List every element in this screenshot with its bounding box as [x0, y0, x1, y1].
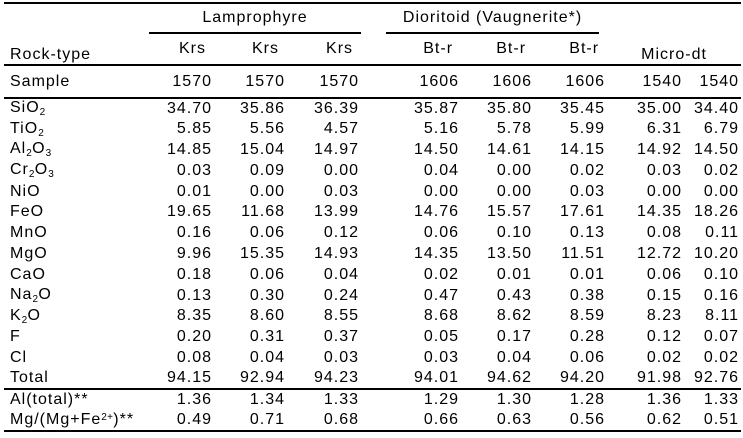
value-cell: 92.76	[694, 369, 740, 387]
value-cell: 8.62	[496, 307, 533, 325]
derived-tbody	[4, 389, 741, 431]
value-cell: 15.35	[239, 244, 285, 262]
group-lamprophyre-label: Lamprophyre	[149, 9, 361, 34]
group-micro-dt-label: Micro-dt	[641, 46, 707, 63]
value-cell: 0.12	[646, 328, 683, 346]
value-cell: 0.37	[323, 328, 360, 346]
table-row	[4, 181, 741, 202]
row-label: F	[10, 328, 21, 346]
value-cell: 35.86	[239, 99, 285, 117]
row-label: CaO	[10, 265, 46, 283]
value-cell: 0.04	[249, 348, 285, 366]
value-cell: 0.15	[646, 286, 683, 304]
value-cell: 8.59	[569, 307, 606, 325]
value-cell: 0.03	[323, 182, 360, 200]
sample-value: 1606	[419, 72, 460, 90]
value-cell: 17.61	[560, 203, 606, 221]
row-label: $Cr_2O_3$	[10, 161, 55, 181]
value-cell: 1.33	[323, 391, 360, 409]
row-label: Al(total)**	[10, 391, 89, 409]
value-cell: 14.35	[637, 203, 683, 221]
value-cell: 0.02	[646, 348, 683, 366]
table-row	[4, 244, 741, 265]
value-cell: 0.04	[323, 265, 360, 283]
value-cell: 13.99	[313, 203, 360, 221]
value-cell: 0.02	[569, 161, 606, 179]
sample-row-label: Sample	[10, 72, 71, 90]
value-cell: 4.57	[323, 120, 360, 138]
value-cell: 0.68	[323, 411, 360, 429]
value-cell: 0.66	[423, 411, 460, 429]
value-cell: 0.00	[703, 182, 740, 200]
value-cell: 0.01	[496, 265, 533, 283]
value-cell: 0.01	[176, 182, 212, 200]
col-header-krs-1: Krs	[179, 40, 206, 57]
value-cell: 13.50	[486, 244, 533, 262]
value-cell: 0.20	[176, 328, 212, 346]
value-cell: 35.00	[637, 99, 683, 117]
value-cell: 94.15	[166, 369, 212, 387]
group-header-row	[4, 3, 741, 34]
value-cell: 0.10	[703, 265, 740, 283]
value-cell: 0.30	[249, 286, 285, 304]
value-cell: 91.98	[637, 369, 683, 387]
value-cell: 5.16	[423, 120, 460, 138]
group-dioritoid-label: Dioritoid (Vaugnerite*)	[386, 9, 599, 34]
value-cell: 0.06	[249, 265, 285, 283]
value-cell: 8.68	[423, 307, 460, 325]
value-cell: 15.57	[486, 203, 533, 221]
table-row	[4, 285, 741, 306]
row-label: $Mg/(Mg+Fe^{2+})**$	[10, 411, 135, 429]
value-cell: 1.30	[496, 391, 533, 409]
sample-value: 1540	[699, 72, 740, 90]
table-row	[4, 264, 741, 285]
value-cell: 0.24	[323, 286, 360, 304]
value-cell: 1.28	[569, 391, 606, 409]
value-cell: 94.23	[313, 369, 360, 387]
value-cell: 14.97	[313, 140, 360, 158]
value-cell: 0.71	[249, 411, 285, 429]
value-cell: 0.38	[569, 286, 606, 304]
value-cell: 0.04	[423, 161, 460, 179]
value-cell: 14.92	[637, 140, 683, 158]
value-cell: 0.00	[423, 182, 460, 200]
value-cell: 0.03	[646, 161, 683, 179]
value-cell: 14.93	[313, 244, 360, 262]
value-cell: 11.68	[241, 203, 285, 221]
value-cell: 0.06	[423, 224, 460, 242]
value-cell: 0.03	[176, 161, 212, 179]
value-cell: 0.00	[496, 182, 533, 200]
value-cell: 0.02	[703, 348, 740, 366]
value-cell: 5.78	[496, 120, 533, 138]
group-dioritoid	[361, 3, 607, 34]
value-cell: 94.01	[413, 369, 460, 387]
value-cell: 0.16	[176, 224, 212, 242]
col-header-btr-2: Bt-r	[496, 40, 527, 57]
value-cell: 0.17	[496, 328, 533, 346]
value-cell: 0.51	[703, 411, 740, 429]
group-lamprophyre	[144, 3, 361, 34]
value-cell: 14.61	[486, 140, 533, 158]
value-cell: 14.76	[413, 203, 460, 221]
value-cell: 0.63	[496, 411, 533, 429]
value-cell: 18.26	[694, 203, 740, 221]
value-cell: 0.16	[703, 286, 740, 304]
row-label: $Na_2O$	[10, 286, 52, 306]
table-row	[4, 410, 741, 431]
value-cell: 8.60	[249, 307, 285, 325]
table-row	[4, 348, 741, 369]
table-row	[4, 119, 741, 140]
geochemistry-table	[4, 2, 741, 432]
value-cell: 6.31	[646, 120, 683, 138]
value-cell: 0.62	[646, 411, 683, 429]
value-cell: 5.99	[569, 120, 606, 138]
value-cell: 0.00	[249, 182, 285, 200]
value-cell: 1.36	[176, 391, 212, 409]
table-row	[4, 368, 741, 389]
oxide-tbody	[4, 98, 741, 389]
value-cell: 0.13	[569, 224, 606, 242]
col-header-btr-3: Bt-r	[569, 40, 600, 57]
value-cell: 0.01	[569, 265, 606, 283]
value-cell: 1.36	[646, 391, 683, 409]
value-cell: 8.23	[646, 307, 683, 325]
value-cell: 0.06	[569, 348, 606, 366]
value-cell: 0.02	[423, 265, 460, 283]
rock-type-header: Rock-type	[10, 46, 92, 63]
sample-value: 1570	[172, 72, 212, 90]
value-cell: 11.51	[561, 244, 606, 262]
value-cell: 0.56	[569, 411, 606, 429]
row-label: SiO$_2$	[10, 99, 46, 119]
col-header-btr-1: Bt-r	[423, 40, 454, 57]
row-label: $K_2O$	[10, 306, 41, 326]
value-cell: 0.11	[705, 224, 740, 242]
value-cell: 0.03	[569, 182, 606, 200]
row-label: MnO	[10, 224, 48, 242]
value-cell: 1.33	[703, 391, 740, 409]
row-label: Cl	[10, 348, 28, 366]
value-cell: 19.65	[166, 203, 212, 221]
sample-value: 1570	[245, 72, 285, 90]
table-row	[4, 389, 741, 410]
value-cell: 92.94	[239, 369, 285, 387]
value-cell: 0.00	[323, 161, 360, 179]
value-cell: 1.34	[249, 391, 285, 409]
value-cell: 0.08	[646, 224, 683, 242]
value-cell: 15.04	[239, 140, 285, 158]
value-cell: 0.18	[176, 265, 212, 283]
value-cell: 94.62	[486, 369, 533, 387]
value-cell: 0.03	[423, 348, 460, 366]
value-cell: 8.55	[323, 307, 360, 325]
value-cell: 0.47	[423, 286, 460, 304]
table-row	[4, 98, 741, 119]
value-cell: 0.00	[646, 182, 683, 200]
value-cell: 8.11	[705, 307, 740, 325]
value-cell: 36.39	[313, 99, 360, 117]
table-header	[4, 3, 741, 65]
col-header-krs-2: Krs	[252, 40, 279, 57]
value-cell: 8.35	[176, 307, 212, 325]
table-row	[4, 140, 741, 161]
table-row	[4, 306, 741, 327]
value-cell: 0.05	[423, 328, 460, 346]
row-label: Total	[10, 369, 49, 387]
row-label: $Al_2O_3$	[10, 140, 52, 160]
value-cell: 0.06	[646, 265, 683, 283]
row-label: MgO	[10, 244, 48, 262]
value-cell: 0.08	[176, 348, 212, 366]
value-cell: 0.13	[176, 286, 212, 304]
sample-value: 1570	[319, 72, 360, 90]
value-cell: 0.06	[249, 224, 285, 242]
value-cell: 0.02	[703, 161, 740, 179]
sample-value: 1540	[642, 72, 683, 90]
value-cell: 35.87	[413, 99, 460, 117]
row-label: TiO$_2$	[10, 119, 45, 139]
value-cell: 35.80	[486, 99, 533, 117]
value-cell: 0.31	[249, 328, 285, 346]
value-cell: 10.20	[694, 244, 740, 262]
value-cell: 6.79	[703, 120, 740, 138]
value-cell: 0.09	[249, 161, 285, 179]
value-cell: 0.28	[569, 328, 606, 346]
value-cell: 0.03	[323, 348, 360, 366]
sample-value: 1606	[565, 72, 606, 90]
value-cell: 0.10	[496, 224, 533, 242]
table-row	[4, 202, 741, 223]
row-label: FeO	[10, 203, 45, 221]
value-cell: 12.72	[637, 244, 683, 262]
value-cell: 9.96	[176, 244, 212, 262]
col-header-krs-3: Krs	[326, 40, 354, 57]
value-cell: 34.70	[166, 99, 212, 117]
sample-value: 1606	[492, 72, 533, 90]
value-cell: 1.29	[423, 391, 460, 409]
value-cell: 14.15	[560, 140, 606, 158]
value-cell: 14.50	[413, 140, 460, 158]
value-cell: 14.35	[413, 244, 460, 262]
table-row	[4, 160, 741, 181]
value-cell: 0.00	[496, 161, 533, 179]
value-cell: 94.20	[560, 369, 606, 387]
value-cell: 0.04	[496, 348, 533, 366]
value-cell: 34.40	[694, 99, 740, 117]
sample-row	[4, 65, 741, 98]
value-cell: 0.49	[176, 411, 212, 429]
value-cell: 5.85	[176, 120, 212, 138]
value-cell: 0.07	[703, 328, 740, 346]
value-cell: 35.45	[560, 99, 606, 117]
table-row	[4, 327, 741, 348]
row-label: NiO	[10, 182, 41, 200]
value-cell: 5.56	[249, 120, 285, 138]
value-cell: 0.12	[323, 224, 360, 242]
value-cell: 0.43	[496, 286, 533, 304]
value-cell: 14.85	[166, 140, 212, 158]
table-row	[4, 223, 741, 244]
value-cell: 14.50	[694, 140, 740, 158]
sample-row-group	[4, 65, 741, 98]
